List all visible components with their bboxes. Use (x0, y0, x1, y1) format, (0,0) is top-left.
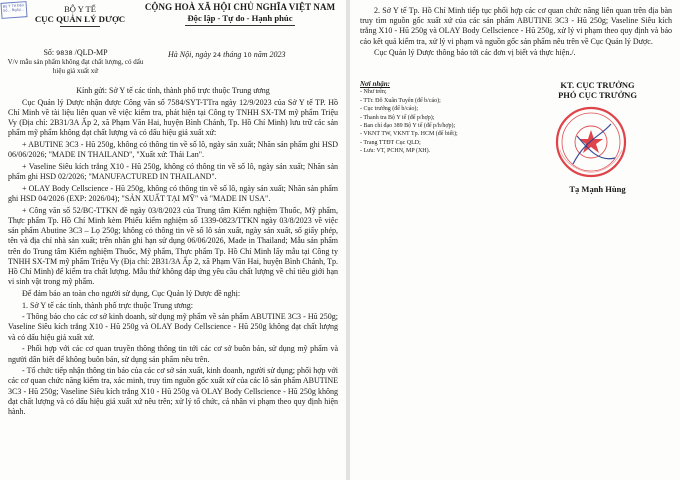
recipient-item: - Lưu: VT, PCHN, MP (XH). (360, 148, 431, 155)
recipients-list (360, 80, 510, 156)
date-year: năm 2023 (253, 50, 286, 59)
national-header (140, 2, 340, 26)
recipient-item: - VKNT TW, VKNT Tp. HCM (để biết); (360, 131, 458, 138)
signature-title-1: KT. CỤC TRƯỞNG (560, 80, 635, 90)
paragraph: - Tổ chức tiếp nhận thông tin báo của các cơ sở sản xuất, kinh doanh, người sử dụng; phối hợp với các cơ quan chức năng kiểm tra, xác minh, truy tìm nguồn gốc xuất xứ của các lô sản phẩm ABUTINE 3C3 - Hũ 250g; Vaseline Siêu kích trắng X10 - Hũ 250g và OLAY Body Cellscience - Hũ 250g không đạt chất lượng và có dấu hiệu giả xuất xứ nêu trên; xử lý tổ chức, cá nhân vi phạm theo quy định hiện hành. (8, 366, 338, 417)
doc-number-prefix: Số: (43, 48, 55, 57)
paragraph: - Thông báo cho các cơ sở kinh doanh, sử dụng mỹ phẩm về sản phẩm ABUTINE 3C3 - Hũ 250g; Vaseline Siêu kích trắng X10 - Hũ 250g và OLAY Body Cellscience - Hũ 250g không đạt chất lượng và có dấu hiệu giả xuất xứ. (8, 312, 338, 342)
official-seal-icon (555, 106, 627, 178)
document-body-continued (360, 6, 672, 59)
date-day: 24 (212, 51, 222, 59)
incoming-stamp (0, 1, 27, 19)
document-number (3, 48, 148, 58)
issuing-authority (30, 4, 130, 27)
recipient-item: - Ban chỉ đạo 389 Bộ Y tế (để p/h/hợp); (360, 123, 456, 130)
issue-date (168, 50, 344, 59)
doc-number-suffix: /QLD-MP (74, 48, 108, 57)
ministry-name: BỘ Y TẾ (64, 4, 96, 14)
date-prefix: Hà Nội, ngày (168, 50, 211, 59)
national-motto: Độc lập - Tự do - Hạnh phúc (187, 13, 293, 23)
product-item: + ABUTINE 3C3 - Hũ 250g, không có thông tin về số lô, ngày sản xuất; Nhãn sản phẩm ghi HSD 06/06/2026; "MADE IN THAILAND", "Xuất xứ: Thái Lan". (8, 140, 338, 160)
paragraph: + Công văn số 52/BC-TTKN đề ngày 03/8/2023 của Trung tâm Kiểm nghiệm Thuốc, Mỹ phẩm, Thực phẩm Tp. Hồ Chí Minh kèm Phiếu kiểm nghiệm số 1339-0823/TTKN ngày 03/8/2023 về việc sản phẩm Abutine 3C3 – Lọ 250g; không có thông tin về số lô sản xuất, ngày sản xuất, số giấy phép, tên và địa chỉ nhà sản xuất; trên nhãn ghi hạn sử dụng 06/06/2026, Made in Thailand; Mẫu sản phẩm trên do Trung tâm Kiểm nghiệm Thuốc, Mỹ phẩm, Thực phẩm Tp. Hồ Chí Minh lấy mẫu tại Công ty TNHH SX-TM mỹ phẩm Triệu Vy (Địa chỉ: 2B31/3A Ấp 2, xã Phạm Văn Hai, huyện Bình Chánh, Tp. Hồ Chí Minh) để kiểm tra chất lượng. Mẫu thử không đáp ứng yêu cầu chất lượng về chỉ tiêu giới hạn vi sinh vật trong mỹ phẩm. (8, 205, 338, 287)
recipient-item: - Thanh tra Bộ Y tế (để p/hợp); (360, 114, 435, 121)
motto-underline (185, 25, 295, 26)
signature-block (525, 80, 670, 194)
signature-title-2: PHÓ CỤC TRƯỞNG (558, 90, 637, 100)
department-name: CỤC QUẢN LÝ DƯỢC (34, 14, 126, 24)
product-item: + Vaseline Siêu kích trắng X10 - Hũ 250g, không có thông tin về số lô, ngày sản xuất; Nhãn sản phẩm ghi HSD 02/2026; "MANUFACTURED IN THAILAND". (8, 161, 338, 182)
nation-name: CỘNG HOÀ XÃ HỘI CHỦ NGHĨA VIỆT NAM (144, 2, 336, 12)
product-item: + OLAY Body Cellscience - Hũ 250g, không có thông tin về số lô, ngày sản xuất; Nhãn sản phẩm ghi HSD 04/2026 (EXP: 2026/04); "SẢN XUẤT TẠI MỸ" và "MADE IN USA". (8, 183, 338, 204)
signer-name: Tạ Mạnh Hùng (569, 184, 626, 194)
paragraph: Cục Quản lý Dược thông báo tới các đơn vị biết và thực hiện./. (374, 47, 576, 57)
greeting: Kính gửi: Sở Y tế các tỉnh, thành phố trực thuộc Trung ương (76, 86, 270, 95)
doc-number-value: 9838 (56, 49, 73, 57)
incoming-stamp-text: Bộ Y Tế Đến Số... Ngày... (2, 3, 25, 13)
recipient-item: - TTr. Đỗ Xuân Tuyên (để b/cáo); (360, 97, 441, 104)
recipients-title: Nơi nhận: (360, 80, 391, 88)
date-month-label: tháng (223, 50, 242, 59)
date-month: 10 (243, 51, 252, 59)
recipient-item: - Như trên; (360, 89, 387, 96)
paragraph: Cục Quản lý Dược nhận được Công văn số 7584/SYT-TTra ngày 12/9/2023 của Sở Y tế TP. Hồ Chí Minh về tài liệu liên quan về việc kiểm tra, phát hiện tại Công ty TNHH SX-TM mỹ phẩm Triệu Vy (Địa chỉ: 2B31/3A Ấp 2, xã Phạm Văn Hai, huyện Bình Chánh, Tp. Hồ Chí Minh) lưu trữ các sản phẩm mỹ phẩm không đạt chất lượng và có dấu hiệu giả xuất xứ: (8, 97, 338, 138)
paragraph: - Phối hợp với các cơ quan truyền thông thông tin tới các cơ sở buôn bán, sử dụng mỹ phẩm và người dân biết để không buôn bán, sử dụng sản phẩm nêu trên. (8, 344, 338, 364)
recipient-item: - Cục trưởng (để b/cáo); (360, 106, 419, 113)
paragraph: 1. Sở Y tế các tỉnh, thành phố trực thuộc Trung ương: (22, 300, 193, 310)
paragraph: Để đảm bảo an toàn cho người sử dụng, Cục Quản lý Dược đề nghị: (22, 288, 241, 298)
document-subject: V/v mẫu sản phẩm không đạt chất lượng, có dấu hiệu giả xuất xứ (7, 58, 144, 75)
paragraph: 2. Sở Y tế Tp. Hồ Chí Minh tiếp tục phối hợp các cơ quan chức năng liên quan trên địa bàn truy tìm nguồn gốc xuất xứ của các sản phẩm ABUTINE 3C3 - Hũ 250g; Vaseline Siêu kích trắng X10 - Hũ 250g và OLAY Body Cellscience - Hũ 250g, xử lý vi phạm theo quy định và báo cáo kết quả kiểm tra, xử lý vi phạm và nguồn gốc sản phẩm nêu trên về Cục Quản lý Dược. (360, 6, 672, 46)
document-body (8, 86, 338, 419)
authority-underline (60, 26, 100, 27)
document-page-2 (350, 0, 680, 480)
recipient-item: - Trang TTĐT Cục QLD; (360, 139, 421, 146)
